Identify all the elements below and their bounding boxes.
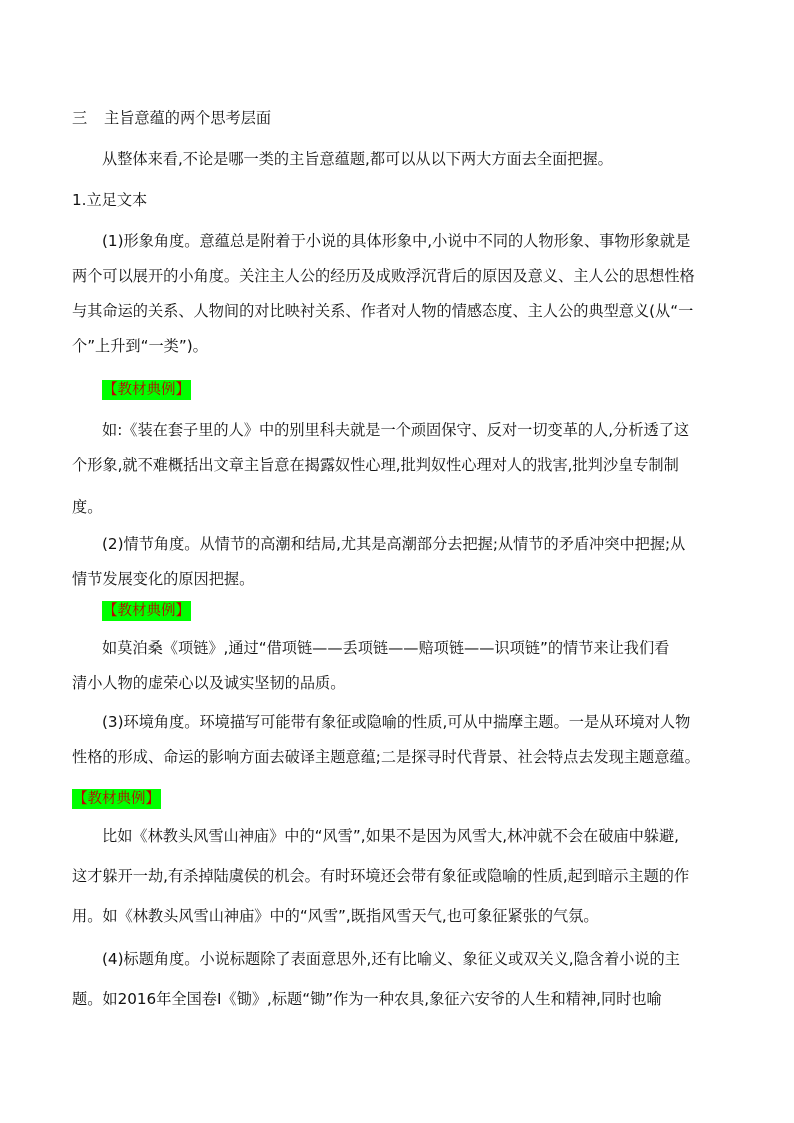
section-title: 主旨意蕴的两个思考层面 bbox=[104, 109, 272, 127]
example-line: 清小人物的虚荣心以及诚实坚韧的品质。 bbox=[72, 674, 346, 692]
paragraph-line: (2)情节角度。从情节的高潮和结局,尤其是高潮部分去把握;从情节的矛盾冲突中把握;从 bbox=[102, 535, 686, 553]
intro-paragraph: 从整体来看,不论是哪一类的主旨意蕴题,都可以从以下两大方面去全面把握。 bbox=[102, 150, 613, 168]
paragraph-line: (3)环境角度。环境描写可能带有象征或隐喻的性质,可从中揣摩主题。一是从环境对人物 bbox=[102, 713, 691, 731]
paragraph-line: 题。如2016年全国卷Ⅰ《锄》,标题“锄”作为一种农具,象征六安爷的人生和精神,同时也喻 bbox=[72, 990, 662, 1008]
paragraph-line: 与其命运的关系、人物间的对比映衬关系、作者对人物的情感态度、主人公的典型意义(从“一 bbox=[72, 302, 694, 320]
paragraph-line: 个”上升到“一类”)。 bbox=[72, 337, 208, 355]
example-line: 这才躲开一劫,有杀掉陆虞侯的机会。有时环境还会带有象征或隐喻的性质,起到暗示主题的作 bbox=[72, 867, 690, 885]
example-line: 如莫泊桑《项链》,通过“借项链——丢项链——赔项链——识项链”的情节来让我们看 bbox=[102, 639, 670, 657]
subheading: 1.立足文本 bbox=[72, 191, 148, 209]
paragraph-line: 性格的形成、命运的影响方面去破译主题意蕴;二是探寻时代背景、社会特点去发现主题意蕴。 bbox=[72, 748, 700, 766]
paragraph-line: 情节发展变化的原因把握。 bbox=[72, 570, 255, 588]
paragraph-line: (4)标题角度。小说标题除了表面意思外,还有比喻义、象征义或双关义,隐含着小说的主 bbox=[102, 950, 680, 968]
section-number: 三 bbox=[72, 109, 88, 127]
example-line: 如:《装在套子里的人》中的别里科夫就是一个顽固保守、反对一切变革的人,分析透了这 bbox=[102, 421, 690, 439]
textbook-example-tag: 【教材典例】 bbox=[73, 791, 160, 807]
textbook-example-tag: 【教材典例】 bbox=[103, 603, 190, 619]
example-line: 用。如《林教头风雪山神庙》中的“风雪”,既指风雪天气,也可象征紧张的气氛。 bbox=[72, 907, 599, 925]
example-line: 度。 bbox=[72, 498, 103, 516]
example-line: 比如《林教头风雪山神庙》中的“风雪”,如果不是因为风雪大,林冲就不会在破庙中躲避, bbox=[102, 827, 679, 845]
paragraph-line: 两个可以展开的小角度。关注主人公的经历及成败浮沉背后的原因及意义、主人公的思想性格 bbox=[72, 267, 695, 285]
textbook-example-tag: 【教材典例】 bbox=[103, 382, 190, 398]
paragraph-line: (1)形象角度。意蕴总是附着于小说的具体形象中,小说中不同的人物形象、事物形象就是 bbox=[102, 232, 691, 250]
example-line: 个形象,就不难概括出文章主旨意在揭露奴性心理,批判奴性心理对人的戕害,批判沙皇专制制 bbox=[72, 456, 679, 474]
